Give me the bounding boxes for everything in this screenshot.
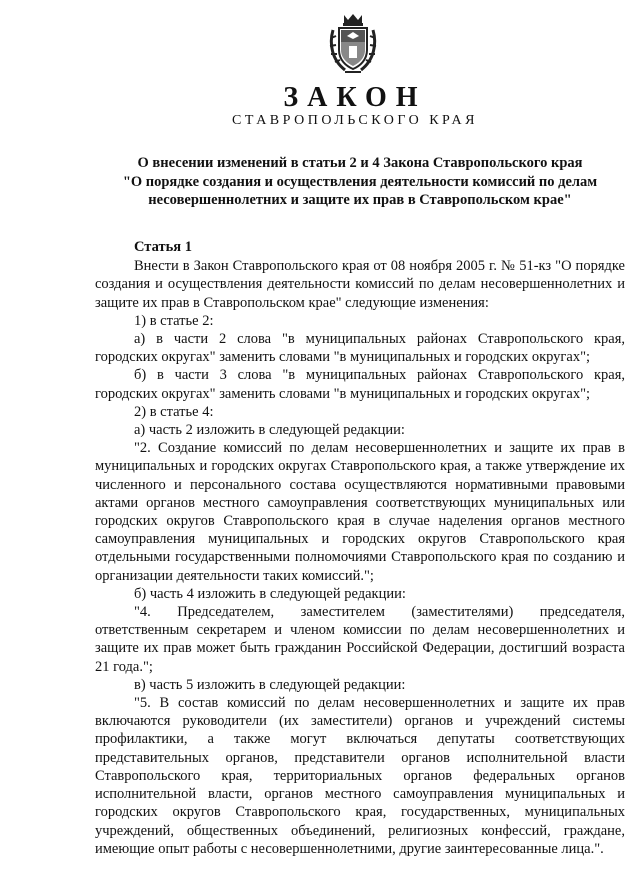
quoted-text: "5. В состав комиссий по делам несовершеннолетних и защите их прав включаются руководители (их заместители) органов и учреждений системы профилактики, а также могут включаться депутаты соответствующих представительных органов, представители органов исполнительной власти Ставропольского края, территориальных органов федеральных органов исполнительной власти, органов местного самоуправления муниципальных и городских округов Ставропольского края, государственных, муниципальных учреждений, общественных объединений, религиозных конфессий, граждане, имеющие опыт работы с несовершеннолетними, другие заинтересованные лица.". — [95, 695, 625, 857]
quoted-text: "2. Создание комиссий по делам несовершеннолетних и защите их прав в муниципальных и городских округах Ставропольского края, а также утверждение их численного и персонального состава осуществляются нормативными правовыми актами органов местного самоуправления соответствующих муниципальных или городских округов Ставропольского края в случае наделения органов местного самоуправления муниципальных и городских округов Ставропольского края отдельными государственными полномочиями Ставропольского края по созданию и организации деятельности таких комиссий."; — [95, 440, 625, 584]
list-item: б) часть 4 изложить в следующей редакции: — [134, 585, 406, 602]
article-title: Статья 1 — [134, 239, 192, 255]
document-heading — [95, 154, 625, 210]
list-item: б) в части 3 слова "в муниципальных районах Ставропольского края, городских округах" заменить словами "в муниципальных и городских округах"; — [95, 367, 625, 402]
list-item: а) в части 2 слова "в муниципальных районах Ставропольского края, городских округах" заменить словами "в муниципальных и городских округах"; — [95, 331, 625, 366]
article-body — [95, 238, 625, 858]
heading-line: "О порядке создания и осуществления деятельности комиссий по делам — [122, 173, 598, 190]
quoted-text: "4. Председателем, заместителем (заместителями) председателя, ответственным секретарем и членом комиссии по делам несовершеннолетних и защите их прав может быть гражданин Российской Федерации, достигший возраста 21 года."; — [95, 604, 625, 675]
list-item: 2) в статье 4: — [134, 403, 214, 420]
article-intro: Внести в Закон Ставропольского края от 08 ноября 2005 г. № 51-кз "О порядке создания и осуществления деятельности комиссий по делам несовершеннолетних и защите их прав в Ставропольском крае" следующие изменения: — [95, 258, 625, 311]
law-region: СТАВРОПОЛЬСКОГО КРАЯ — [232, 113, 478, 128]
list-item: а) часть 2 изложить в следующей редакции: — [134, 422, 405, 439]
list-item: 1) в статье 2: — [134, 312, 214, 329]
heading-line: несовершеннолетних и защите их прав в Ставропольском крае" — [148, 192, 572, 208]
list-item: в) часть 5 изложить в следующей редакции: — [134, 676, 406, 693]
coat-of-arms-icon — [327, 12, 379, 76]
law-title: ЗАКОН — [283, 82, 427, 113]
heading-line: О внесении изменений в статьи 2 и 4 Закона Ставропольского края — [137, 155, 583, 171]
